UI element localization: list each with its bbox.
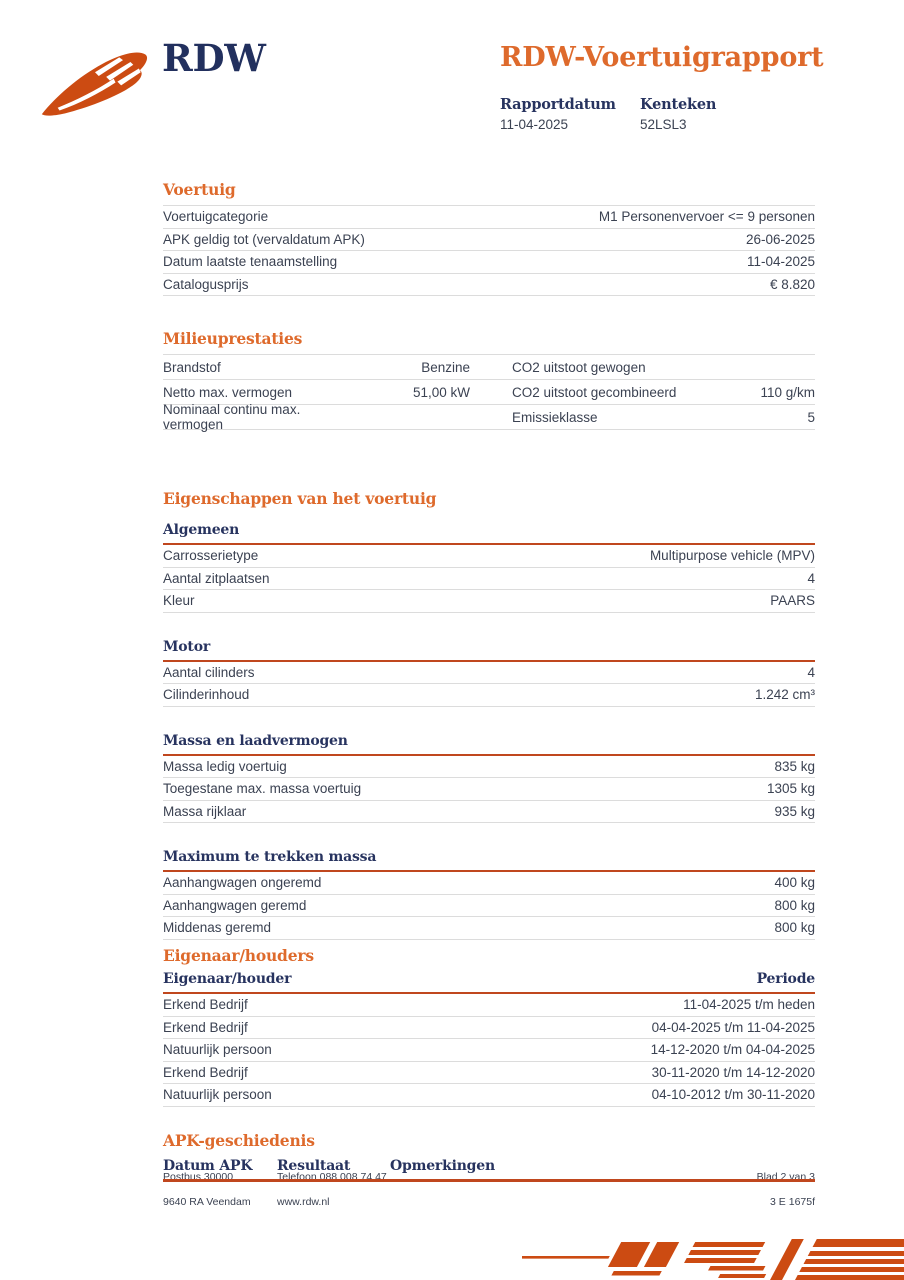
owners-table-header <box>163 967 815 994</box>
column-header-holder: Eigenaar/houder <box>163 971 292 987</box>
license-plate-value: 52LSL3 <box>640 117 687 132</box>
row-value: 835 kg <box>774 758 815 774</box>
row-label: Aanhangwagen geremd <box>163 897 307 913</box>
table-row <box>163 778 815 801</box>
row-label: Aanhangwagen ongeremd <box>163 875 322 891</box>
row-label: Carrosserietype <box>163 548 259 564</box>
row-value: € 8.820 <box>769 276 815 292</box>
section-eigenaar-houders <box>163 946 815 1107</box>
table-row <box>163 568 815 591</box>
row-value: 800 kg <box>774 897 815 913</box>
row-label: Toegestane max. massa voertuig <box>163 781 362 797</box>
table-row <box>163 917 815 940</box>
column-header-datum-apk: Datum APK <box>163 1158 253 1174</box>
table-row <box>163 662 815 685</box>
page-title: RDW-Voertuigrapport <box>500 42 824 73</box>
subsection-title: Maximum te trekken massa <box>163 849 815 872</box>
row-value: 5 <box>807 409 815 425</box>
table-row <box>163 1084 815 1107</box>
table-row <box>163 801 815 824</box>
subsection-title: Motor <box>163 639 815 662</box>
footer-website: www.rdw.nl <box>277 1196 330 1208</box>
owner-period: 04-10-2012 t/m 30-11-2020 <box>651 1087 815 1103</box>
subsection-motor <box>163 639 815 707</box>
row-value: 110 g/km <box>760 384 815 400</box>
row-label: Netto max. vermogen <box>163 384 293 400</box>
section-apk-geschiedenis <box>163 1131 815 1182</box>
footer-city: 9640 RA Veendam <box>163 1196 251 1208</box>
table-row <box>163 1062 815 1085</box>
table-row <box>163 1039 815 1062</box>
row-label: Aantal cilinders <box>163 664 255 680</box>
owner-period: 30-11-2020 t/m 14-12-2020 <box>651 1064 815 1080</box>
row-label: Emissieklasse <box>512 409 598 425</box>
row-label: Aantal zitplaatsen <box>163 570 270 586</box>
table-row <box>163 251 815 274</box>
table-row <box>163 756 815 779</box>
section-voertuig <box>163 180 815 296</box>
row-value: Multipurpose vehicle (MPV) <box>649 548 815 564</box>
row-value: 4 <box>807 570 815 586</box>
row-value: 800 kg <box>774 920 815 936</box>
column-header-resultaat: Resultaat <box>277 1158 351 1174</box>
section-title: Voertuig <box>163 180 815 206</box>
section-eigenschappen <box>163 489 815 940</box>
column-header-opmerkingen: Opmerkingen <box>390 1158 495 1174</box>
section-title: Milieuprestaties <box>163 329 815 355</box>
row-value: 400 kg <box>774 875 815 891</box>
table-row <box>163 355 815 380</box>
row-label: APK geldig tot (vervaldatum APK) <box>163 231 365 247</box>
table-row <box>163 590 815 613</box>
row-label: CO2 uitstoot gewogen <box>512 359 646 375</box>
table-row <box>163 1017 815 1040</box>
section-title: Eigenschappen van het voertuig <box>163 489 437 508</box>
footer-line-2 <box>163 1196 815 1208</box>
table-row <box>163 545 815 568</box>
section-title: APK-geschiedenis <box>163 1131 315 1150</box>
row-label: Massa ledig voertuig <box>163 758 287 774</box>
table-row <box>163 402 815 432</box>
row-value: 1305 kg <box>766 781 815 797</box>
table-row <box>163 895 815 918</box>
subsection-massa <box>163 733 815 824</box>
rdw-logo-swoosh-icon <box>38 48 152 118</box>
row-value: 11-04-2025 <box>746 254 815 270</box>
report-date-label: Rapportdatum <box>500 96 616 113</box>
table-row <box>163 872 815 895</box>
subsection-algemeen <box>163 522 815 613</box>
rdw-logo-wordmark: RDW <box>162 36 266 80</box>
owner-period: 11-04-2025 t/m heden <box>683 997 815 1013</box>
table-row <box>163 229 815 252</box>
footer-doc-code: 3 E 1675f <box>770 1196 815 1208</box>
row-value: M1 Personenvervoer <= 9 personen <box>598 209 815 225</box>
row-value: 26-06-2025 <box>745 231 815 247</box>
owner-period: 14-12-2020 t/m 04-04-2025 <box>650 1042 815 1058</box>
footer-page-indicator: Blad 2 van 3 <box>756 1171 815 1183</box>
rdw-speedlines-graphic <box>522 1233 904 1280</box>
table-row <box>163 274 815 297</box>
footer-postbus: Postbus 30000 <box>163 1171 234 1183</box>
owner-period: 04-04-2025 t/m 11-04-2025 <box>651 1019 815 1035</box>
row-label: Massa rijklaar <box>163 803 247 819</box>
row-value: 1.242 cm³ <box>754 687 815 703</box>
license-plate-label: Kenteken <box>640 96 717 113</box>
row-label: Cilinderinhoud <box>163 687 250 703</box>
owner-type: Natuurlijk persoon <box>163 1087 272 1103</box>
row-label: Catalogusprijs <box>163 276 249 292</box>
subsection-title: Massa en laadvermogen <box>163 733 815 756</box>
owner-type: Erkend Bedrijf <box>163 1019 248 1035</box>
subsection-trekken-massa <box>163 849 815 940</box>
section-title: Eigenaar/houders <box>163 946 314 965</box>
row-value: PAARS <box>770 593 815 609</box>
apk-table-header <box>163 1154 815 1182</box>
row-label: Kleur <box>163 593 195 609</box>
row-value: 51,00 kW <box>412 384 470 400</box>
row-value: 935 kg <box>774 803 815 819</box>
row-label: Voertuigcategorie <box>163 209 269 225</box>
table-row <box>163 994 815 1017</box>
table-row <box>163 684 815 707</box>
row-label: Middenas geremd <box>163 920 272 936</box>
table-row <box>163 206 815 229</box>
owner-type: Erkend Bedrijf <box>163 1064 248 1080</box>
row-value: 4 <box>807 664 815 680</box>
section-milieuprestaties <box>163 329 815 430</box>
row-label: Brandstof <box>163 359 221 375</box>
row-label: Datum laatste tenaamstelling <box>163 254 338 270</box>
report-date-value: 11-04-2025 <box>500 117 569 132</box>
footer-phone: Telefoon 088 008 74 47 <box>277 1171 387 1183</box>
row-label: CO2 uitstoot gecombineerd <box>512 384 677 400</box>
owner-type: Natuurlijk persoon <box>163 1042 272 1058</box>
row-value: Benzine <box>421 359 470 375</box>
column-header-period: Periode <box>756 971 815 987</box>
subsection-title: Algemeen <box>163 522 815 545</box>
row-label: Nominaal continu max. vermogen <box>163 402 301 432</box>
owner-type: Erkend Bedrijf <box>163 997 248 1013</box>
